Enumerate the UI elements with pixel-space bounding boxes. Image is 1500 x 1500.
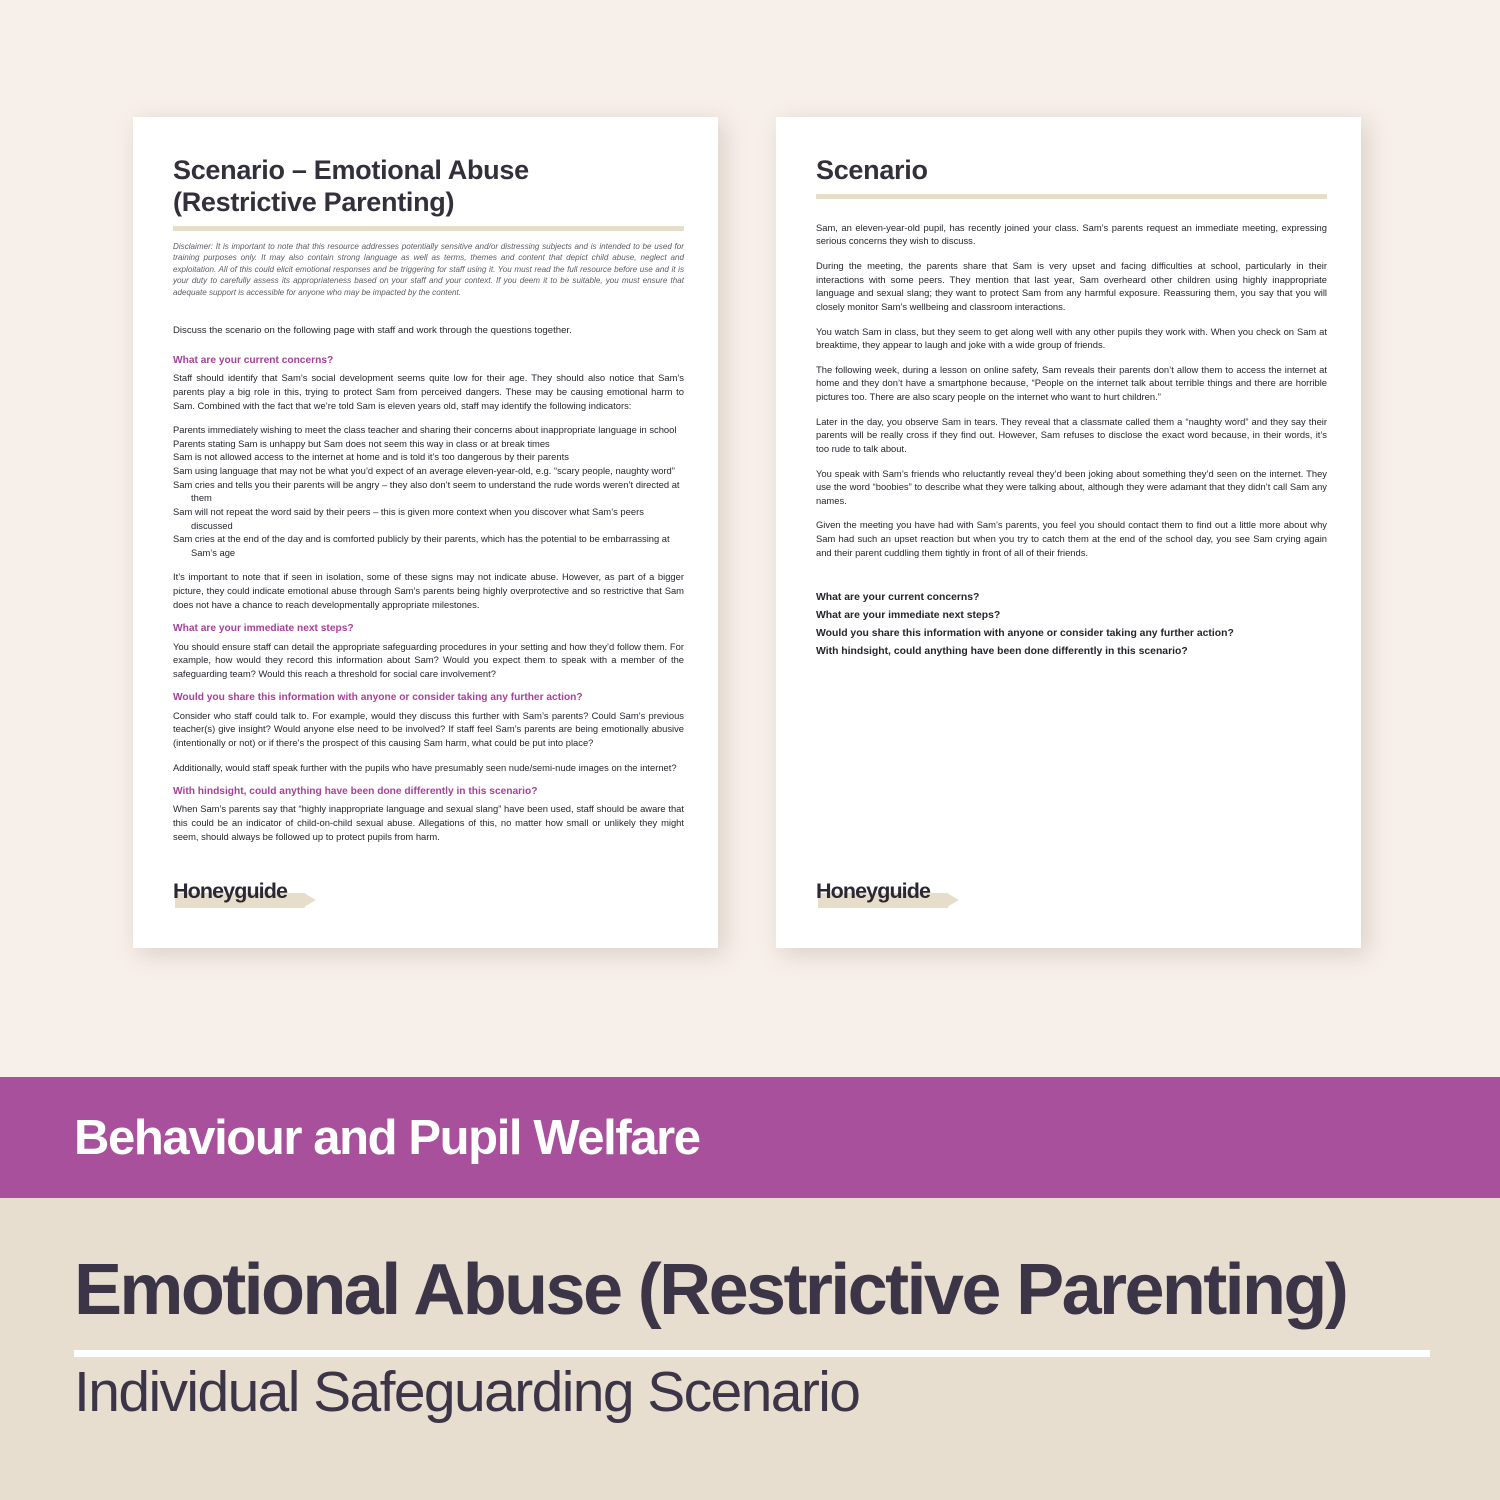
- page-1-content: [173, 155, 684, 938]
- question-item: With hindsight, could anything have been done differently in this scenario?: [816, 646, 1188, 658]
- question-item: What are your current concerns?: [816, 592, 980, 604]
- logo-arrow-icon: [947, 893, 959, 907]
- intro-text: Discuss the scenario on the following page with staff and work through the questions together.: [173, 325, 572, 337]
- scenario-paragraph: During the meeting, the parents share that Sam is very upset and facing difficulties at school, particularly in their interactions with some peers. They mention that last year, Sam overheard other children using highly inappropriate language and sexual slang; they want to protect Sam from any harmful exposure. Reassuring them, you say that you will closely monitor Sam’s wellbeing and classroom interactions.: [816, 260, 1327, 312]
- scenario-paragraph: The following week, during a lesson on online safety, Sam reveals their parents don’t allow them to access the internet at home and they don’t have a smartphone because, “People on the internet talk about terrible things and there are horrible pictures too. There are also scary people on the internet who want to hurt children.”: [816, 363, 1327, 403]
- honeyguide-logo: [816, 880, 961, 910]
- section-heading-share-information: Would you share this information with anyone or consider taking any further action?: [173, 692, 583, 704]
- document-page-1: [133, 117, 718, 948]
- section-paragraph: Staff should identify that Sam’s social development seems quite low for their age. They should also notice that Sam’s parents play a big role in this, trying to protect Sam from perceived dangers. These may be causing emotional harm to Sam. Combined with the fact that we’re told Sam is eleven years old, staff may identify the following indicators:: [173, 372, 684, 411]
- logo-wordmark: Honeyguide: [816, 879, 931, 903]
- category-band: [0, 1077, 1500, 1198]
- scenario-paragraph: Later in the day, you observe Sam in tears. They reveal that a classmate called them a “naughty word” and they say their parents will be really cross if they find out. However, Sam refuses to disclose the exact word because, in their words, it’s too rude to talk about.: [816, 415, 1327, 454]
- section-heading-current-concerns: What are your current concerns?: [173, 355, 334, 367]
- question-item: Would you share this information with anyone or consider taking any further action?: [816, 628, 1234, 640]
- section-paragraph: Consider who staff could talk to. For example, would they discuss this further with Sam’s parents? Could Sam’s previous teacher(s) give insight? Would anyone else need to be involved? If staff feel Sam’s parents are being emotionally abusive (intentionally or not) or if there’s the prospect of this causing Sam harm, what could be put into place?: [173, 709, 684, 748]
- list-item: Sam cries at the end of the day and is comforted publicly by their parents, which has the potential to be embarrassing at Sam’s age: [173, 533, 670, 558]
- list-item: Sam cries and tells you their parents will be angry – they also don’t seem to understand the rude words weren’t directed at them: [173, 478, 680, 504]
- section-paragraph: It’s important to note that if seen in isolation, some of these signs may not indicate abuse. However, as part of a bigger picture, they could indicate emotional abuse through Sam’s parents being highly overprotective and so restrictive that Sam does not have a chance to reach developmentally appropriate milestones.: [173, 571, 684, 610]
- discussion-questions-list: [816, 589, 1327, 661]
- section-paragraph: You should ensure staff can detail the appropriate safeguarding procedures in your setting and how they’d follow them. For example, how would they record this information about Sam? Would you expect them to speak with a member of the safeguarding team? Would this reach a threshold for social care involvement?: [173, 640, 684, 679]
- section-heading-hindsight: With hindsight, could anything have been done differently in this scenario?: [173, 786, 538, 798]
- page-1-title-line-1: Scenario – Emotional Abuse: [173, 155, 529, 185]
- page-2-title: Scenario: [816, 155, 928, 185]
- question-item: What are your immediate next steps?: [816, 610, 1001, 622]
- indicators-list: [173, 423, 684, 559]
- category-label: Behaviour and Pupil Welfare: [74, 1110, 700, 1165]
- list-item: Parents immediately wishing to meet the class teacher and sharing their concerns about inappropriate language in school: [173, 424, 677, 436]
- page-1-title: [173, 155, 684, 219]
- list-item: Sam is not allowed access to the internet at home and is told it’s too dangerous by their parents: [173, 451, 569, 463]
- scenario-paragraph: You speak with Sam’s friends who reluctantly reveal they’d been joking about something they’d seen on the internet. They use the word “boobies” to describe what they were talking about, although they were adamant that they didn’t call Sam any names.: [816, 467, 1327, 506]
- disclaimer-text: Disclaimer: It is important to note that this resource addresses potentially sensitive and/or distressing subjects and is intended to be used for training purposes only. It may also contain strong language as well as terms, themes and content that depict child abuse, neglect and exploitation. All of this could elicit emotional responses and be triggering for staff using it. You must read the full resource before use and it is your duty to carefully assess its appropriateness based on your staff and your context. If you deem it to be suitable, you must ensure that adequate support is accessible for anyone who may be impacted by the content.: [173, 241, 684, 297]
- section-paragraph: Additionally, would staff speak further with the pupils who have presumably seen nude/semi-nude images on the internet?: [173, 761, 677, 773]
- section-heading-next-steps: What are your immediate next steps?: [173, 623, 354, 635]
- resource-subtitle: Individual Safeguarding Scenario: [74, 1360, 860, 1424]
- honeyguide-logo: [173, 880, 318, 910]
- list-item: Sam using language that may not be what you’d expect of an average eleven-year-old, e.g. “scary people, naughty word”: [173, 465, 675, 477]
- resource-title-block: [0, 1198, 1500, 1500]
- title-rule: [173, 226, 684, 231]
- scenario-paragraph: Given the meeting you have had with Sam’s parents, you feel you should contact them to find out a little more about why Sam had such an upset reaction but when you try to catch them at the end of the school day, you see Sam crying again and their parent cuddling them tightly in front of all of their friends.: [816, 519, 1327, 558]
- page-2-content: [816, 155, 1327, 938]
- title-rule: [816, 194, 1327, 199]
- scenario-paragraph: Sam, an eleven-year-old pupil, has recently joined your class. Sam’s parents request an immediate meeting, expressing serious concerns they wish to discuss.: [816, 221, 1327, 247]
- title-divider: [74, 1350, 1430, 1357]
- logo-wordmark: Honeyguide: [173, 879, 288, 903]
- logo-arrow-icon: [304, 893, 316, 907]
- list-item: Parents stating Sam is unhappy but Sam does not seem this way in class or at break times: [173, 437, 550, 449]
- document-page-2: [776, 117, 1361, 948]
- scenario-paragraph: You watch Sam in class, but they seem to get along well with any other pupils they work with. When you check on Sam at breaktime, they appear to laugh and joke with a wide group of friends.: [816, 325, 1327, 351]
- page-1-title-line-2: (Restrictive Parenting): [173, 186, 455, 217]
- list-item: Sam will not repeat the word said by their peers – this is given more context when you discover what Sam’s peers discussed: [173, 505, 644, 531]
- resource-title: Emotional Abuse (Restrictive Parenting): [74, 1250, 1347, 1330]
- section-paragraph: When Sam’s parents say that “highly inappropriate language and sexual slang” have been used, staff should be aware that this could be an indicator of child-on-child sexual abuse. Allegations of this, no matter how small or unlikely they might seem, should always be followed up to protect pupils from harm.: [173, 803, 684, 842]
